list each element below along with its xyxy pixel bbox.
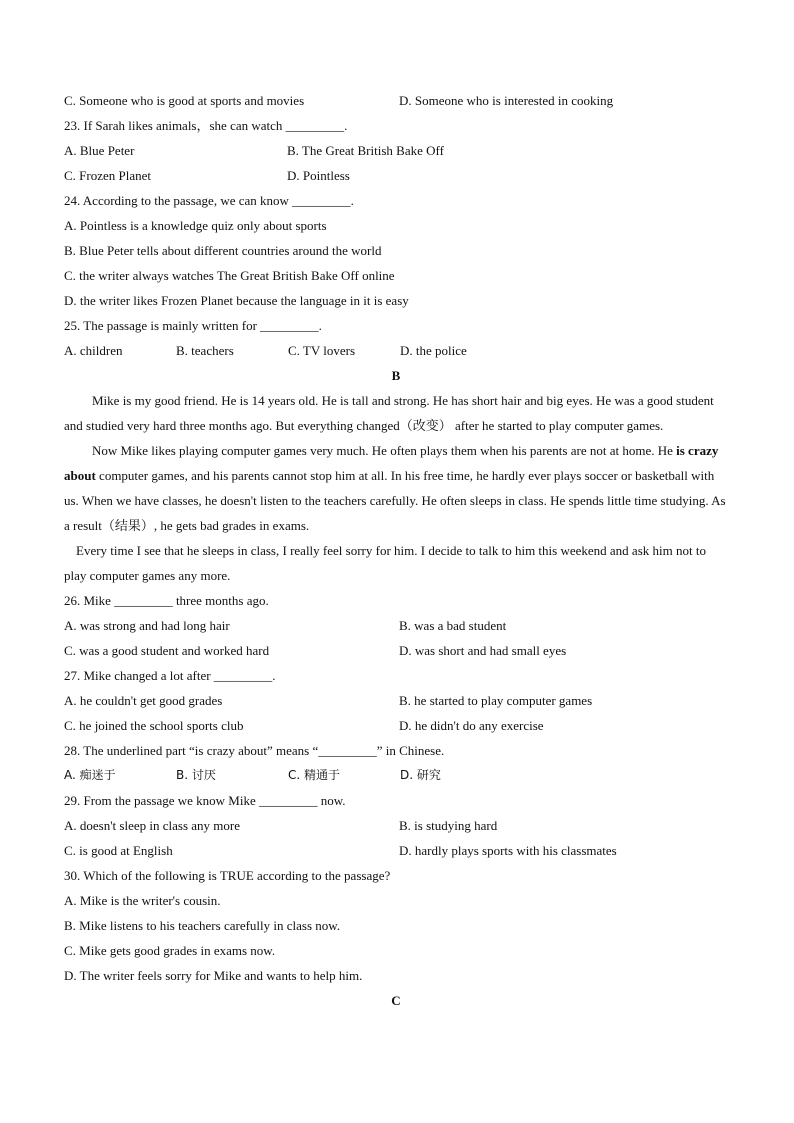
q30-option-a: A. Mike is the writer's cousin. xyxy=(64,893,221,908)
q30-stem: 30. Which of the following is TRUE according to the passage? xyxy=(64,868,391,883)
q26-option-d: D. was short and had small eyes xyxy=(399,643,567,658)
q26-option-b: B. was a bad student xyxy=(399,618,507,633)
q25-option-a: A. children xyxy=(64,343,123,358)
q27-option-a: A. he couldn't get good grades xyxy=(64,693,223,708)
passage-b-paragraph-2 xyxy=(64,438,728,538)
q25-options-row xyxy=(64,338,728,363)
paragraph-2-text-start: Now Mike likes playing computer games very much. He often plays them when his parents are not at home. He xyxy=(92,443,677,458)
q28-option-d: D. 研究 xyxy=(400,768,441,782)
q29-option-b: B. is studying hard xyxy=(399,818,498,833)
q22-option-c: C. Someone who is good at sports and movies xyxy=(64,93,305,108)
section-b-heading: B xyxy=(391,368,401,383)
q25-option-c: C. TV lovers xyxy=(288,343,356,358)
q27-options-row-2 xyxy=(64,713,728,738)
q30-option-d: D. The writer feels sorry for Mike and wants to help him. xyxy=(64,968,363,983)
q23-stem: 23. If Sarah likes animals，she can watch _________. xyxy=(64,118,348,133)
q23-options-row-1 xyxy=(64,138,728,163)
passage-b-paragraph-1: Mike is my good friend. He is 14 years old. He is tall and strong. He has short hair and big eyes. He was a good student and studied very hard three months ago. But everything changed（改变） after he started to play computer games. xyxy=(64,393,714,433)
q24-stem: 24. According to the passage, we can know _________. xyxy=(64,193,354,208)
q25-option-b: B. teachers xyxy=(176,343,234,358)
underlined-phrase: is crazy about xyxy=(64,443,719,483)
section-c-heading: C xyxy=(391,993,401,1008)
q28-options-row xyxy=(64,763,728,788)
q24-option-a: A. Pointless is a knowledge quiz only about sports xyxy=(64,218,327,233)
q23-options-row-2 xyxy=(64,163,728,188)
passage-b-paragraph-3: Every time I see that he sleeps in class, I really feel sorry for him. I decide to talk to him this weekend and ask him not to play computer games any more. xyxy=(64,543,706,583)
q27-stem: 27. Mike changed a lot after _________. xyxy=(64,668,276,683)
q23-option-c: C. Frozen Planet xyxy=(64,168,152,183)
q29-option-a: A. doesn't sleep in class any more xyxy=(64,818,240,833)
q27-option-b: B. he started to play computer games xyxy=(399,693,593,708)
q27-options-row-1 xyxy=(64,688,728,713)
q22-options-row xyxy=(64,88,728,113)
q24-option-d: D. the writer likes Frozen Planet because the language in it is easy xyxy=(64,293,409,308)
q29-option-c: C. is good at English xyxy=(64,843,173,858)
q29-stem: 29. From the passage we know Mike _________ now. xyxy=(64,793,346,808)
q26-options-row-1 xyxy=(64,613,728,638)
q30-option-c: C. Mike gets good grades in exams now. xyxy=(64,943,276,958)
q28-option-c: C. 精通于 xyxy=(288,768,341,782)
q30-option-b: B. Mike listens to his teachers carefully in class now. xyxy=(64,918,341,933)
q22-option-d: D. Someone who is interested in cooking xyxy=(399,93,614,108)
q26-stem: 26. Mike _________ three months ago. xyxy=(64,593,269,608)
q23-option-a: A. Blue Peter xyxy=(64,143,135,158)
q25-option-d: D. the police xyxy=(400,343,467,358)
q26-option-a: A. was strong and had long hair xyxy=(64,618,230,633)
q23-option-b: B. The Great British Bake Off xyxy=(287,143,444,158)
q29-option-d: D. hardly plays sports with his classmates xyxy=(399,843,617,858)
q27-option-d: D. he didn't do any exercise xyxy=(399,718,544,733)
paragraph-2-text-end: computer games, and his parents cannot stop him at all. In his free time, he hardly ever plays soccer or basketball with us. When we have classes, he doesn't listen to the teachers carefully. He often sleeps in class. He spends little time studying. As a result（结果）, he gets bad grades in exams. xyxy=(64,468,726,533)
q28-option-b: B. 讨厌 xyxy=(176,768,216,782)
q29-options-row-1 xyxy=(64,813,728,838)
q25-stem: 25. The passage is mainly written for _________. xyxy=(64,318,322,333)
q28-option-a: A. 痴迷于 xyxy=(64,768,116,782)
q28-stem: 28. The underlined part “is crazy about” means “_________” in Chinese. xyxy=(64,743,445,758)
q27-option-c: C. he joined the school sports club xyxy=(64,718,244,733)
q24-option-c: C. the writer always watches The Great British Bake Off online xyxy=(64,268,395,283)
q26-options-row-2 xyxy=(64,638,728,663)
q23-option-d: D. Pointless xyxy=(287,168,350,183)
q24-option-b: B. Blue Peter tells about different countries around the world xyxy=(64,243,382,258)
q29-options-row-2 xyxy=(64,838,728,863)
q26-option-c: C. was a good student and worked hard xyxy=(64,643,270,658)
